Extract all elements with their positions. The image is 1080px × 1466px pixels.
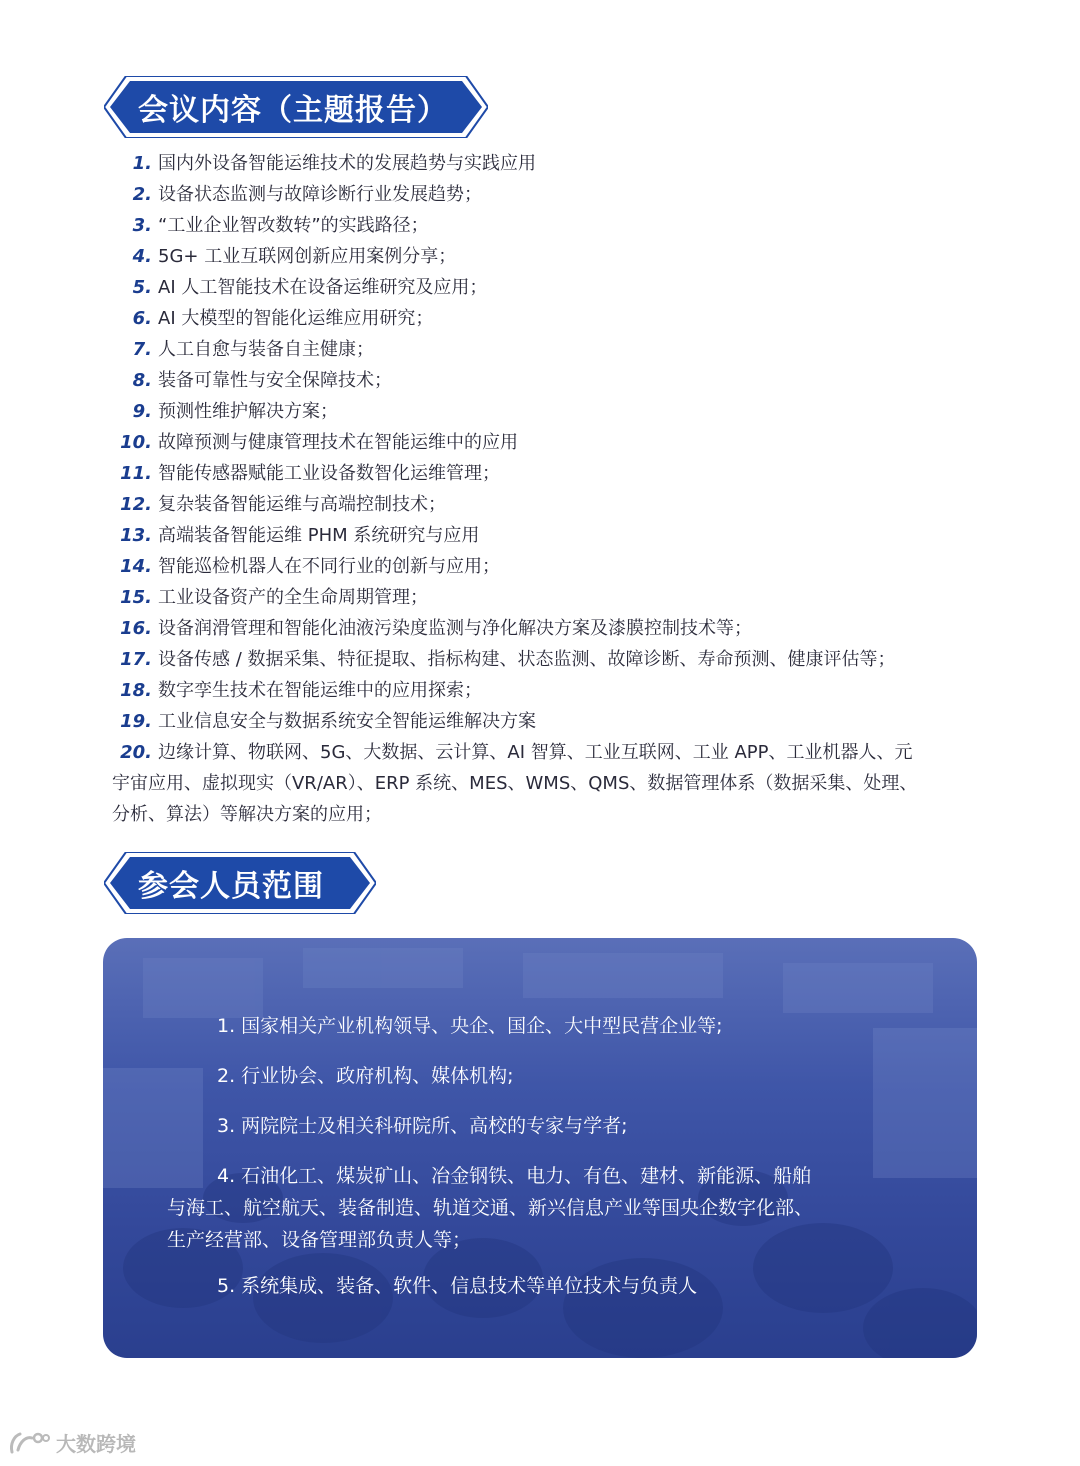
item-text: 工业设备资产的全生命周期管理； bbox=[158, 587, 428, 608]
item-number: 18. bbox=[120, 680, 152, 701]
brand-logo-icon bbox=[8, 1430, 50, 1456]
item-number: 4. bbox=[132, 246, 152, 267]
audience-item-line: 生产经营部、设备管理部负责人等； bbox=[167, 1229, 472, 1251]
item-text: AI 人工智能技术在设备运维研究及应用； bbox=[158, 277, 488, 298]
audience-item: 5. 系统集成、装备、软件、信息技术等单位技术与负责人 bbox=[217, 1275, 698, 1297]
watermark bbox=[8, 1428, 136, 1457]
audience-list bbox=[167, 1010, 907, 1320]
item-text: 人工自愈与装备自主健康； bbox=[158, 339, 374, 360]
list-item bbox=[112, 582, 992, 613]
item-text: 预测性维护解决方案； bbox=[158, 401, 338, 422]
section-title-topics: 会议内容（主题报告） bbox=[138, 93, 448, 128]
audience-item-line: 4. 石油化工、煤炭矿山、冶金钢铁、电力、有色、建材、新能源、船舶 bbox=[217, 1165, 812, 1187]
list-item bbox=[112, 241, 992, 272]
item-text: 故障预测与健康管理技术在智能运维中的应用 bbox=[158, 432, 518, 453]
list-item bbox=[112, 551, 992, 582]
item-text: AI 大模型的智能化运维应用研究； bbox=[158, 308, 434, 329]
item-text: 装备可靠性与安全保障技术； bbox=[158, 370, 392, 391]
item-text: 智能巡检机器人在不同行业的创新与应用； bbox=[158, 556, 500, 577]
list-item bbox=[112, 303, 992, 334]
item-text: 工业信息安全与数据系统安全智能运维解决方案 bbox=[158, 711, 536, 732]
list-item bbox=[112, 365, 992, 396]
list-item bbox=[112, 489, 992, 520]
item-number: 3. bbox=[132, 215, 152, 236]
item-text: “工业企业智改数转”的实践路径； bbox=[158, 215, 429, 236]
item-number: 8. bbox=[132, 370, 152, 391]
list-item bbox=[112, 458, 992, 489]
item-text: 5G+ 工业互联网创新应用案例分享； bbox=[158, 246, 457, 267]
section-banner-audience bbox=[104, 852, 376, 914]
audience-item bbox=[167, 1160, 907, 1256]
list-item-continuation bbox=[112, 768, 992, 799]
list-item bbox=[112, 520, 992, 551]
item-text: 数字孪生技术在智能运维中的应用探索； bbox=[158, 680, 482, 701]
item-number: 20. bbox=[120, 742, 152, 763]
item-number: 16. bbox=[120, 618, 152, 639]
item-number: 6. bbox=[132, 308, 152, 329]
item-number: 15. bbox=[120, 587, 152, 608]
item-number: 11. bbox=[120, 463, 152, 484]
audience-panel bbox=[103, 938, 977, 1358]
item-text: 设备传感 / 数据采集、特征提取、指标构建、状态监测、故障诊断、寿命预测、健康评估等； bbox=[158, 649, 896, 670]
audience-item: 2. 行业协会、政府机构、媒体机构; bbox=[217, 1065, 514, 1087]
topics-list bbox=[112, 148, 992, 830]
list-item bbox=[112, 706, 992, 737]
list-item bbox=[112, 179, 992, 210]
list-item-continuation bbox=[112, 799, 992, 830]
list-item bbox=[112, 396, 992, 427]
list-item bbox=[112, 272, 992, 303]
item-text: 分析、算法）等解决方案的应用； bbox=[112, 804, 382, 825]
section-banner-topics bbox=[104, 76, 488, 138]
audience-item: 3. 两院院士及相关科研院所、高校的专家与学者; bbox=[217, 1115, 628, 1137]
item-text: 设备状态监测与故障诊断行业发展趋势； bbox=[158, 184, 482, 205]
list-item bbox=[112, 644, 992, 675]
item-text: 宇宙应用、虚拟现实（VR/AR）、ERP 系统、MES、WMS、QMS、数据管理体系（数据采集、处理、 bbox=[112, 773, 918, 794]
item-number: 17. bbox=[120, 649, 152, 670]
list-item bbox=[112, 613, 992, 644]
list-item bbox=[112, 737, 992, 768]
item-text: 复杂装备智能运维与高端控制技术； bbox=[158, 494, 446, 515]
list-item bbox=[112, 210, 992, 241]
audience-item: 1. 国家相关产业机构领导、央企、国企、大中型民营企业等; bbox=[217, 1015, 723, 1037]
list-item bbox=[112, 675, 992, 706]
item-number: 2. bbox=[132, 184, 152, 205]
item-number: 7. bbox=[132, 339, 152, 360]
list-item bbox=[112, 427, 992, 458]
item-number: 14. bbox=[120, 556, 152, 577]
item-text: 设备润滑管理和智能化油液污染度监测与净化解决方案及漆膜控制技术等； bbox=[158, 618, 752, 639]
item-number: 9. bbox=[132, 401, 152, 422]
item-number: 13. bbox=[120, 525, 152, 546]
list-item bbox=[112, 334, 992, 365]
section-title-audience: 参会人员范围 bbox=[138, 869, 324, 904]
item-text: 国内外设备智能运维技术的发展趋势与实践应用 bbox=[158, 153, 536, 174]
item-number: 12. bbox=[120, 494, 152, 515]
watermark-text: 大数跨境 bbox=[56, 1432, 136, 1456]
item-number: 19. bbox=[120, 711, 152, 732]
item-text: 高端装备智能运维 PHM 系统研究与应用 bbox=[158, 525, 480, 546]
audience-item-line: 与海工、航空航天、装备制造、轨道交通、新兴信息产业等国央企数字化部、 bbox=[167, 1197, 814, 1219]
item-text: 边缘计算、物联网、5G、大数据、云计算、AI 智算、工业互联网、工业 APP、工业机器人、元 bbox=[158, 742, 913, 763]
item-number: 10. bbox=[120, 432, 152, 453]
item-number: 1. bbox=[132, 153, 152, 174]
list-item bbox=[112, 148, 992, 179]
item-text: 智能传感器赋能工业设备数智化运维管理； bbox=[158, 463, 500, 484]
item-number: 5. bbox=[132, 277, 152, 298]
